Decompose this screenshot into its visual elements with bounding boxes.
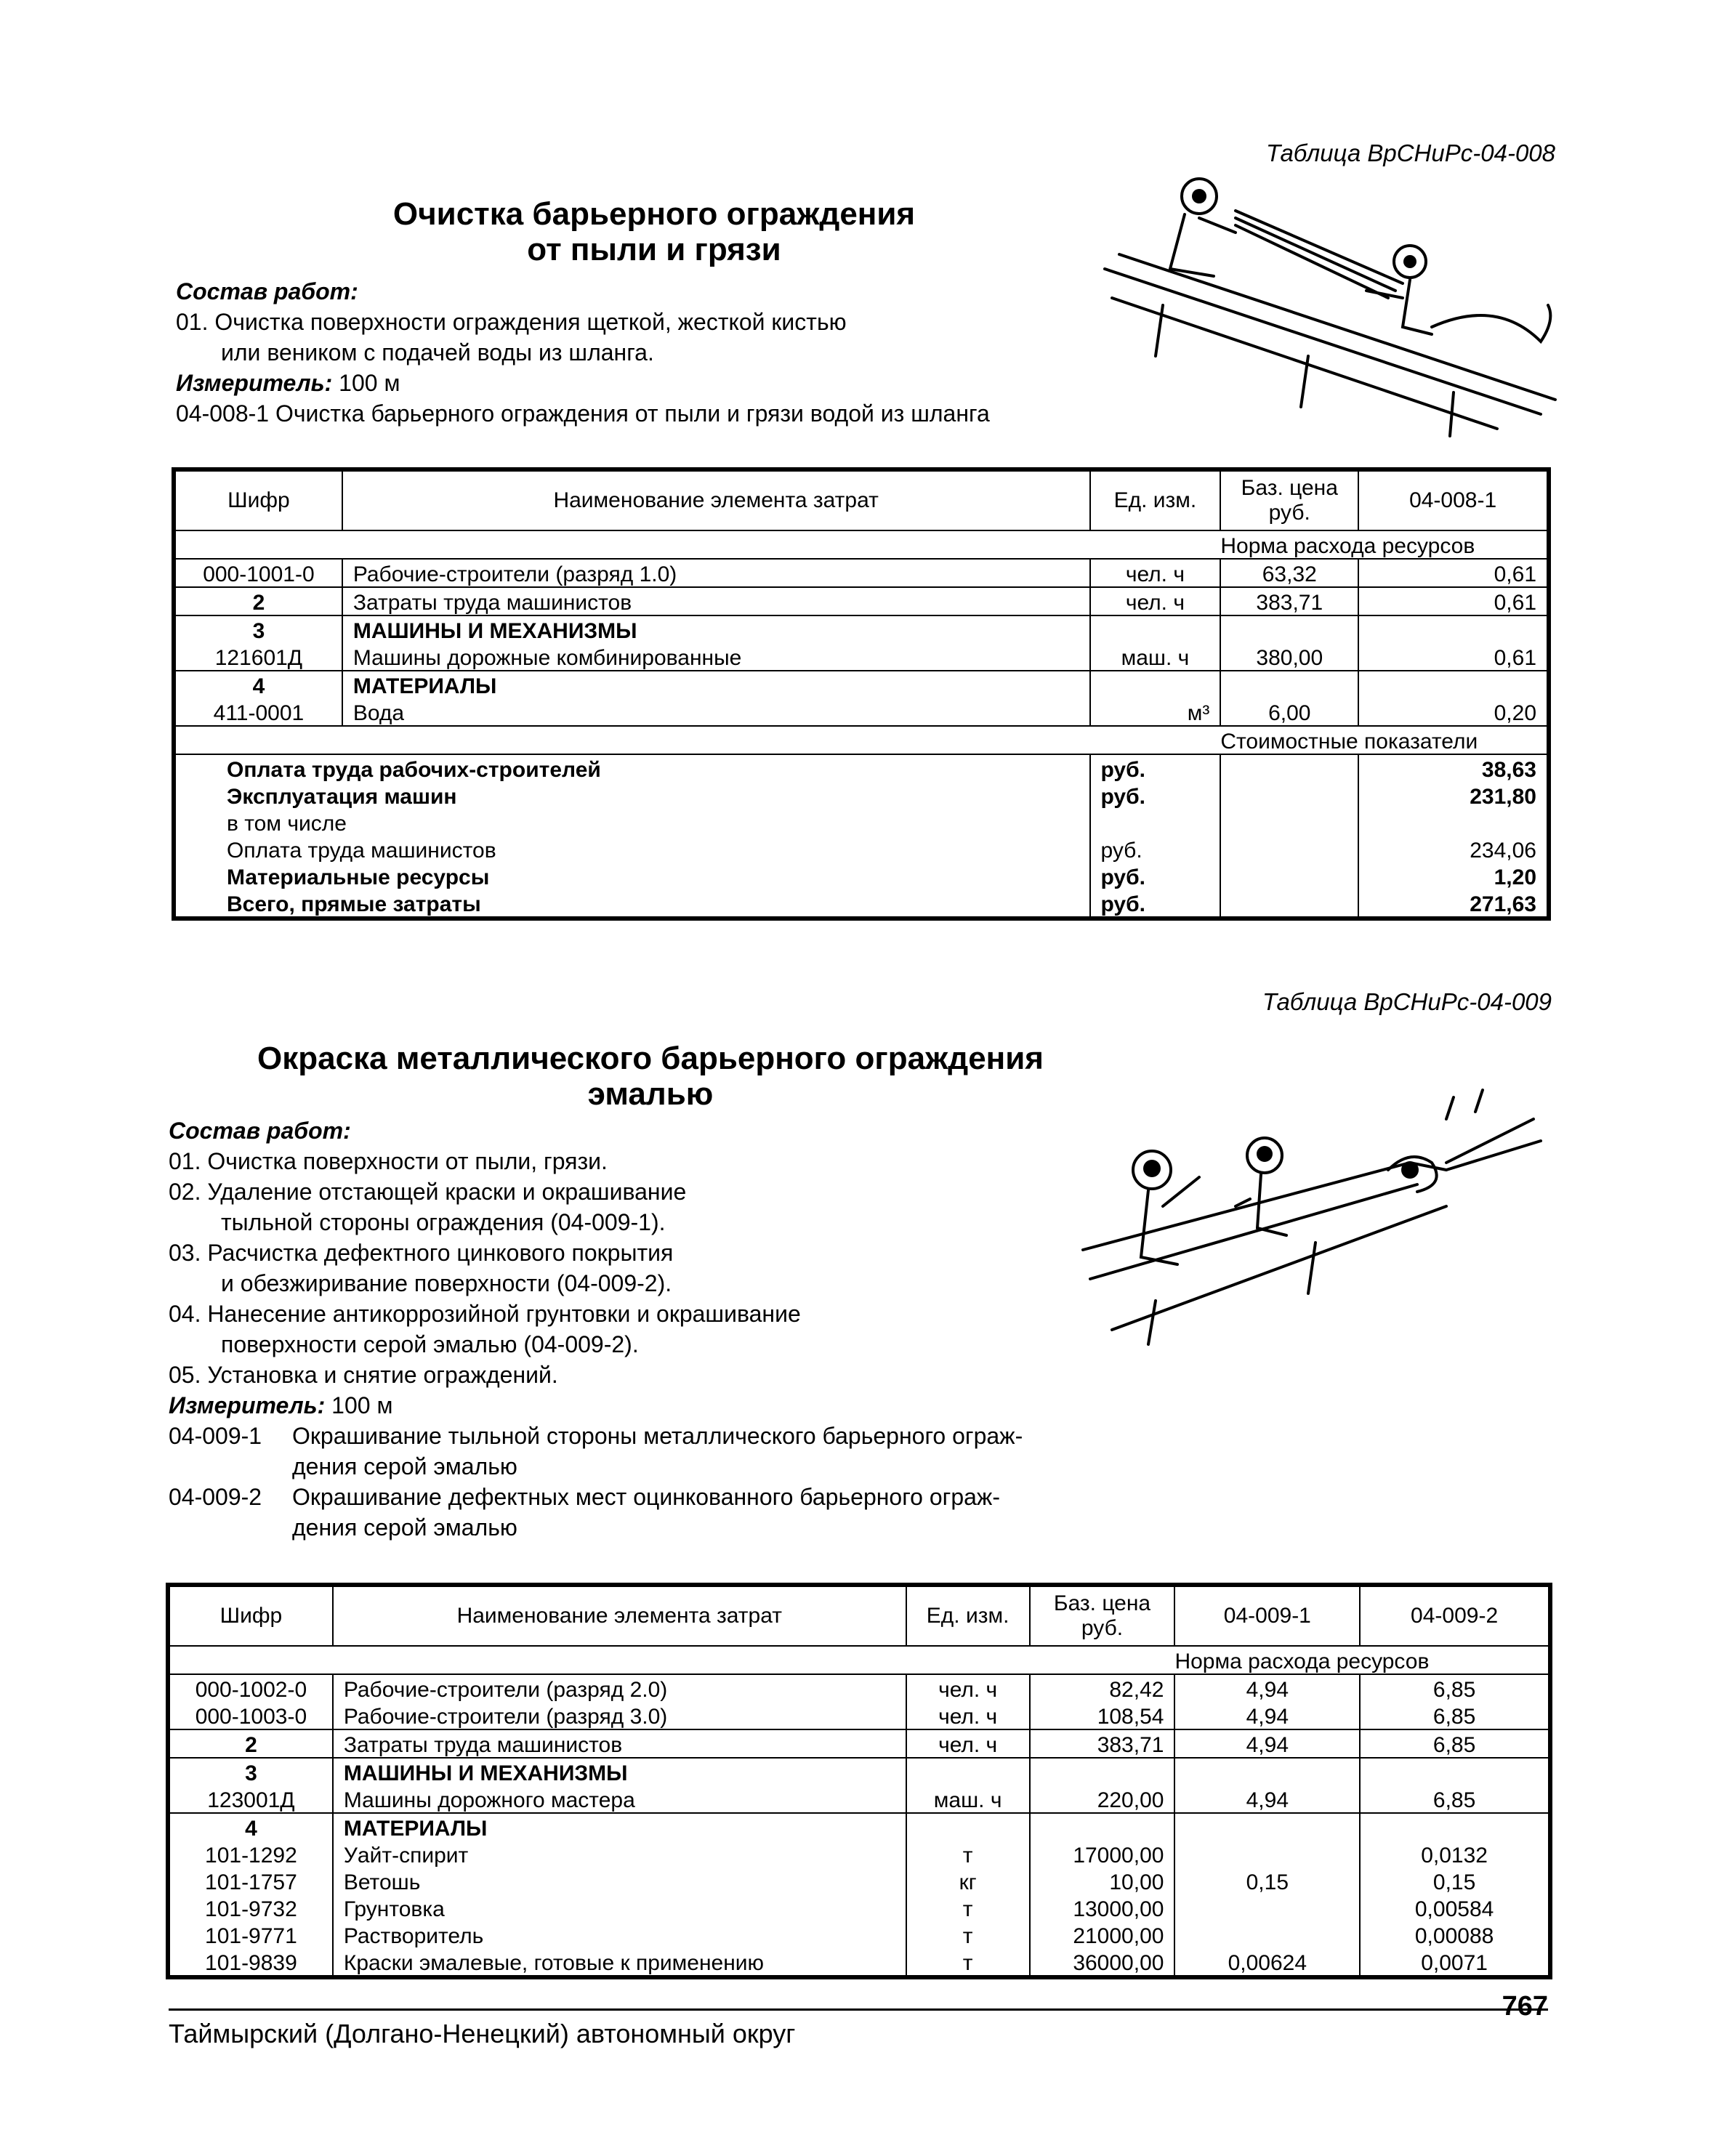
izmer-value: 100 м xyxy=(339,370,400,396)
norm-label: Норма расхода ресурсов xyxy=(1220,530,1547,559)
cell-value-2: 0,00584 xyxy=(1360,1894,1549,1921)
cell-price: 6,00 xyxy=(1220,698,1358,726)
cell-unit: т xyxy=(906,1948,1030,1976)
cell-name: Машины дорожного мастера xyxy=(333,1785,906,1813)
work-item-cont: или веником с подачей воды из шланга. xyxy=(221,339,654,366)
cell-unit: т xyxy=(906,1921,1030,1948)
header-code: Шифр xyxy=(169,1586,333,1646)
page-number: 767 xyxy=(1502,1991,1548,2022)
cell-unit: чел. ч xyxy=(906,1729,1030,1758)
izmer-label: Измеритель: xyxy=(176,370,333,396)
cell-price: 82,42 xyxy=(1030,1674,1175,1702)
table-row xyxy=(169,1921,1549,1948)
cell-name: Затраты труда машинистов xyxy=(333,1729,906,1758)
cell-name: Грунтовка xyxy=(333,1894,906,1921)
cost-label: Стоимостные показатели xyxy=(1220,726,1547,754)
cost-name: Оплата труда машинистов xyxy=(175,836,1090,863)
header-unit: Ед. изм. xyxy=(906,1586,1030,1646)
cell-unit: маш. ч xyxy=(906,1785,1030,1813)
work-item-cont: поверхности серой эмалью (04-009-2). xyxy=(221,1331,639,1357)
cost-value: 231,80 xyxy=(1358,782,1547,809)
cell-price: 383,71 xyxy=(1220,587,1358,615)
cell-code: 4 xyxy=(169,1813,333,1841)
section-title xyxy=(262,196,1047,268)
cell-code: 101-9771 xyxy=(169,1921,333,1948)
cell-name: МАТЕРИАЛЫ xyxy=(333,1813,906,1841)
cell-name: Уайт-спирит xyxy=(333,1841,906,1868)
table-caption: Таблица ВрСНиРс-04-008 xyxy=(1266,140,1555,166)
cost-unit: руб. xyxy=(1090,836,1221,863)
code-entry xyxy=(169,1482,1186,1543)
table-row xyxy=(169,1729,1549,1758)
code-text: Окрашивание тыльной стороны металлического барьерного ограж- xyxy=(292,1423,1023,1449)
norm-row xyxy=(169,1646,1549,1674)
cell-price: 21000,00 xyxy=(1030,1921,1175,1948)
cell-unit: маш. ч xyxy=(1090,643,1221,671)
cost-row xyxy=(175,809,1547,836)
sostav-label: Состав работ: xyxy=(176,278,358,304)
code-text: дения серой эмалью xyxy=(292,1453,517,1479)
cell-value-2: 6,85 xyxy=(1360,1729,1549,1758)
cell-code: 000-1003-0 xyxy=(169,1702,333,1729)
workers-washing-illustration xyxy=(1090,174,1570,451)
cost-unit: руб. xyxy=(1090,754,1221,782)
workers-painting-illustration xyxy=(1068,1083,1563,1359)
cell-code: 000-1002-0 xyxy=(169,1674,333,1702)
cost-name: Эксплуатация машин xyxy=(175,782,1090,809)
cell-code: 121601Д xyxy=(175,643,342,671)
header-price: Баз. цена руб. xyxy=(1030,1586,1175,1646)
cell-price: 10,00 xyxy=(1030,1868,1175,1894)
header-name: Наименование элемента затрат xyxy=(333,1586,906,1646)
resource-table-2 xyxy=(169,1586,1549,1977)
table-row xyxy=(175,643,1547,671)
cell-price: 13000,00 xyxy=(1030,1894,1175,1921)
izmer-label: Измеритель: xyxy=(169,1392,326,1418)
cell-price: 36000,00 xyxy=(1030,1948,1175,1976)
cell-name: МАШИНЫ И МЕХАНИЗМЫ xyxy=(342,615,1090,643)
header-col1: 04-009-1 xyxy=(1174,1586,1360,1646)
work-item: 05. Установка и снятие ограждений. xyxy=(169,1362,558,1388)
cell-price: 220,00 xyxy=(1030,1785,1175,1813)
table-row xyxy=(175,559,1547,587)
work-item: 01. Очистка поверхности от пыли, грязи. xyxy=(169,1148,608,1174)
title-line: Очистка барьерного ограждения xyxy=(392,196,916,232)
cell-value-1: 4,94 xyxy=(1174,1729,1360,1758)
cost-name: Материальные ресурсы xyxy=(175,863,1090,889)
table-row xyxy=(175,698,1547,726)
table-row xyxy=(169,1785,1549,1813)
table-row xyxy=(169,1894,1549,1921)
header-unit: Ед. изм. xyxy=(1090,471,1221,530)
cell-unit: чел. ч xyxy=(1090,559,1221,587)
izmer-value: 100 м xyxy=(331,1392,393,1418)
cell-code: 101-1292 xyxy=(169,1841,333,1868)
section-title xyxy=(174,1041,1127,1113)
cost-row xyxy=(175,836,1547,863)
table-row xyxy=(175,671,1547,698)
header-price: Баз. цена руб. xyxy=(1220,471,1358,530)
cell-name: Вода xyxy=(342,698,1090,726)
cell-value-1: 4,94 xyxy=(1174,1674,1360,1702)
cell-value-2: 6,85 xyxy=(1360,1702,1549,1729)
cost-name: Всего, прямые затраты xyxy=(175,889,1090,917)
code-entry xyxy=(169,1421,1186,1482)
title-line: Окраска металлического барьерного ограждения xyxy=(257,1041,1044,1076)
cost-unit: руб. xyxy=(1090,782,1221,809)
cell-name: Краски эмалевые, готовые к применению xyxy=(333,1948,906,1976)
header-col1: 04-008-1 xyxy=(1358,471,1547,530)
footer-rule xyxy=(169,2008,1548,2011)
work-item: 01. Очистка поверхности ограждения щеткой, жесткой кистью xyxy=(176,309,847,335)
table-row xyxy=(169,1813,1549,1841)
table-header-row xyxy=(175,471,1547,530)
title-line: от пыли и грязи xyxy=(527,232,781,268)
cell-value: 0,61 xyxy=(1358,587,1547,615)
cost-unit: руб. xyxy=(1090,889,1221,917)
cell-code: 000-1001-0 xyxy=(175,559,342,587)
work-item: 02. Удаление отстающей краски и окрашивание xyxy=(169,1179,687,1205)
cell-price: 108,54 xyxy=(1030,1702,1175,1729)
cost-name: в том числе xyxy=(175,809,1090,836)
work-description xyxy=(169,1115,1186,1543)
work-item: 04. Нанесение антикоррозийной грунтовки и окрашивание xyxy=(169,1301,801,1327)
sostav-label: Состав работ: xyxy=(169,1118,351,1144)
work-item-cont: тыльной стороны ограждения (04-009-1). xyxy=(221,1209,666,1235)
cell-price: 380,00 xyxy=(1220,643,1358,671)
cell-code: 411-0001 xyxy=(175,698,342,726)
cost-row xyxy=(175,889,1547,917)
code-text: Окрашивание дефектных мест оцинкованного барьерного ограж- xyxy=(292,1484,1000,1510)
code-number: 04-009-2 xyxy=(169,1484,262,1510)
cell-name: Затраты труда машинистов xyxy=(342,587,1090,615)
cell-value-1: 4,94 xyxy=(1174,1785,1360,1813)
cost-header-row xyxy=(175,726,1547,754)
cell-name: Рабочие-строители (разряд 2.0) xyxy=(333,1674,906,1702)
cell-value-1: 0,00624 xyxy=(1174,1948,1360,1976)
norm-row xyxy=(175,530,1547,559)
cell-value: 0,61 xyxy=(1358,643,1547,671)
header-code: Шифр xyxy=(175,471,342,530)
cell-unit: чел. ч xyxy=(1090,587,1221,615)
cell-value-1: 4,94 xyxy=(1174,1702,1360,1729)
header-col2: 04-009-2 xyxy=(1360,1586,1549,1646)
code-line: 04-008-1 Очистка барьерного ограждения от пыли и грязи водой из шланга xyxy=(176,400,990,427)
table-header-row xyxy=(169,1586,1549,1646)
table-row xyxy=(169,1948,1549,1976)
code-text: дения серой эмалью xyxy=(292,1514,517,1541)
cell-code: 2 xyxy=(175,587,342,615)
cell-name: Рабочие-строители (разряд 1.0) xyxy=(342,559,1090,587)
cell-value-1 xyxy=(1174,1894,1360,1921)
cell-code: 101-9839 xyxy=(169,1948,333,1976)
table-row xyxy=(175,587,1547,615)
code-number: 04-009-1 xyxy=(169,1423,262,1449)
cell-unit: т xyxy=(906,1894,1030,1921)
cell-code: 101-1757 xyxy=(169,1868,333,1894)
cell-unit: чел. ч xyxy=(906,1702,1030,1729)
cell-value-2: 6,85 xyxy=(1360,1785,1549,1813)
cell-value-1: 0,15 xyxy=(1174,1868,1360,1894)
cell-value: 0,20 xyxy=(1358,698,1547,726)
cell-name: Рабочие-строители (разряд 3.0) xyxy=(333,1702,906,1729)
table-row xyxy=(169,1868,1549,1894)
cell-price: 17000,00 xyxy=(1030,1841,1175,1868)
cell-unit: м³ xyxy=(1090,698,1221,726)
cell-unit: чел. ч xyxy=(906,1674,1030,1702)
cell-value-2: 0,15 xyxy=(1360,1868,1549,1894)
cell-code: 2 xyxy=(169,1729,333,1758)
cell-value-2: 0,0071 xyxy=(1360,1948,1549,1976)
cost-value: 271,63 xyxy=(1358,889,1547,917)
cell-price: 63,32 xyxy=(1220,559,1358,587)
cell-code: 3 xyxy=(169,1758,333,1785)
cost-row xyxy=(175,782,1547,809)
header-name: Наименование элемента затрат xyxy=(342,471,1090,530)
table-row xyxy=(169,1758,1549,1785)
cell-code: 101-9732 xyxy=(169,1894,333,1921)
cost-row xyxy=(175,863,1547,889)
cost-unit: руб. xyxy=(1090,863,1221,889)
footer-region: Таймырский (Долгано-Ненецкий) автономный округ xyxy=(169,2019,796,2048)
table-caption: Таблица ВрСНиРс-04-009 xyxy=(1262,988,1552,1015)
cell-value-2: 0,0132 xyxy=(1360,1841,1549,1868)
cell-name: МАТЕРИАЛЫ xyxy=(342,671,1090,698)
cell-value: 0,61 xyxy=(1358,559,1547,587)
cell-unit: т xyxy=(906,1841,1030,1868)
work-description xyxy=(176,276,1193,429)
cell-value-2: 0,00088 xyxy=(1360,1921,1549,1948)
cost-name: Оплата труда рабочих-строителей xyxy=(175,754,1090,782)
work-item-cont: и обезжиривание поверхности (04-009-2). xyxy=(221,1270,672,1296)
norm-label: Норма расхода ресурсов xyxy=(1174,1646,1549,1674)
cell-name: Машины дорожные комбинированные xyxy=(342,643,1090,671)
cell-unit: кг xyxy=(906,1868,1030,1894)
cell-name: МАШИНЫ И МЕХАНИЗМЫ xyxy=(333,1758,906,1785)
cost-value: 234,06 xyxy=(1358,836,1547,863)
cost-value: 1,20 xyxy=(1358,863,1547,889)
table-row xyxy=(169,1702,1549,1729)
table-row xyxy=(169,1674,1549,1702)
table-row xyxy=(169,1841,1549,1868)
title-line: эмалью xyxy=(587,1076,714,1113)
cell-price: 383,71 xyxy=(1030,1729,1175,1758)
cell-value-1 xyxy=(1174,1921,1360,1948)
cost-value: 38,63 xyxy=(1358,754,1547,782)
cell-name: Растворитель xyxy=(333,1921,906,1948)
cell-code: 4 xyxy=(175,671,342,698)
cell-name: Ветошь xyxy=(333,1868,906,1894)
table-row xyxy=(175,615,1547,643)
cost-row xyxy=(175,754,1547,782)
work-item: 03. Расчистка дефектного цинкового покрытия xyxy=(169,1240,674,1266)
cell-code: 3 xyxy=(175,615,342,643)
resource-table-1 xyxy=(174,470,1548,918)
cell-value-1 xyxy=(1174,1841,1360,1868)
cell-code: 123001Д xyxy=(169,1785,333,1813)
cell-value-2: 6,85 xyxy=(1360,1674,1549,1702)
